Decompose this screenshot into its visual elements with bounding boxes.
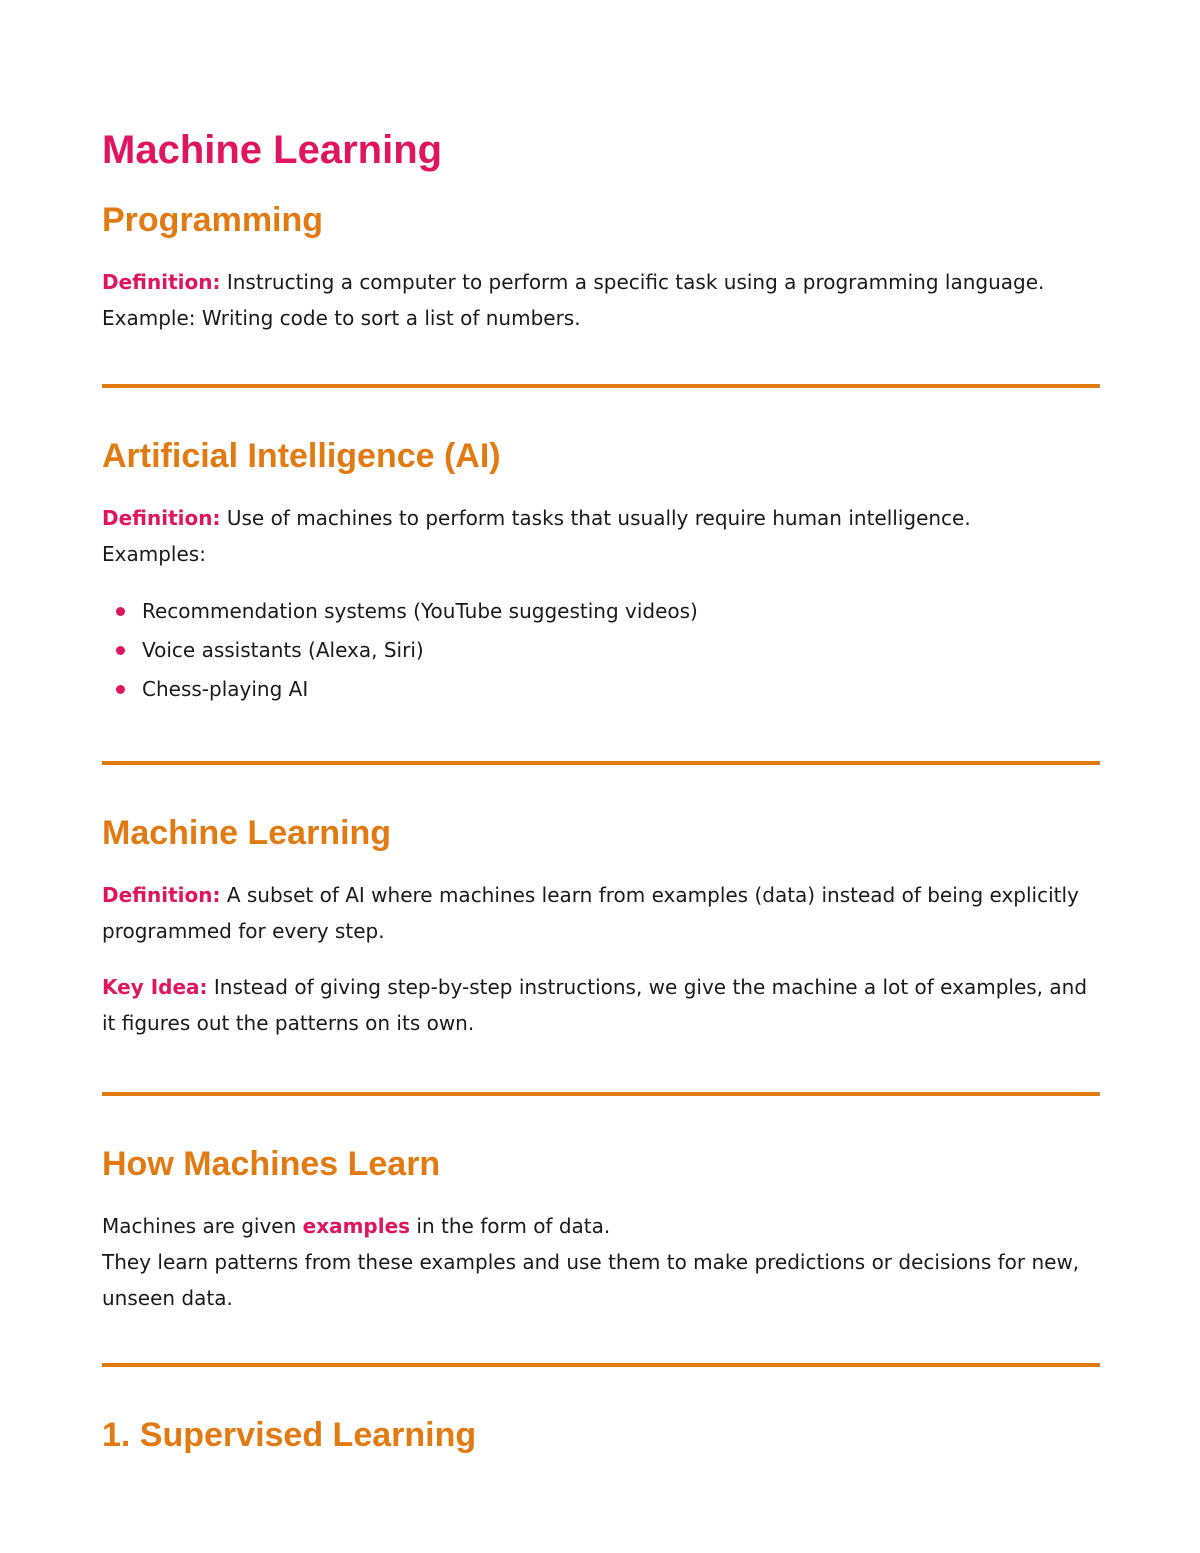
body-text: They learn patterns from these examples and use them to make predictions or decisions for new, unseen data.	[102, 1250, 1080, 1310]
body-text: Machines are given	[102, 1214, 303, 1238]
bullet-icon	[116, 607, 125, 616]
section-divider	[102, 1363, 1100, 1367]
list-item-text: Recommendation systems (YouTube suggesting videos)	[142, 599, 698, 623]
list-item	[102, 631, 1100, 670]
section-divider	[102, 384, 1100, 388]
definition-text: A subset of AI where machines learn from examples (data) instead of being explicitly programmed for every step.	[102, 883, 1079, 943]
definition-label: Definition:	[102, 506, 221, 530]
list-item	[102, 592, 1100, 631]
definition-paragraph	[102, 500, 1100, 572]
document-title: Machine Learning	[102, 128, 443, 172]
bullet-icon	[116, 685, 125, 694]
list-item-text: Chess-playing AI	[142, 677, 309, 701]
definition-paragraph	[102, 264, 1100, 336]
section-artificial-intelligence	[102, 434, 1100, 709]
example-text: Example: Writing code to sort a list of numbers.	[102, 306, 581, 330]
key-idea-text: Instead of giving step-by-step instructions, we give the machine a lot of examples, and it figures out the patterns on its own.	[102, 975, 1088, 1035]
section-programming	[102, 198, 1100, 336]
highlight-text: examples	[302, 1214, 411, 1238]
definition-text: Use of machines to perform tasks that usually require human intelligence.	[220, 506, 971, 530]
list-item	[102, 670, 1100, 709]
definition-paragraph	[102, 877, 1100, 949]
section-divider	[102, 1092, 1100, 1096]
section-supervised-learning	[102, 1413, 1100, 1457]
examples-list	[102, 592, 1100, 709]
key-idea-label: Key Idea:	[102, 975, 208, 999]
key-idea-paragraph	[102, 969, 1100, 1041]
section-heading: Programming	[102, 201, 324, 239]
definition-label: Definition:	[102, 270, 221, 294]
section-heading: Machine Learning	[102, 814, 392, 852]
body-text: in the form of data.	[410, 1214, 611, 1238]
definition-label: Definition:	[102, 883, 221, 907]
section-heading: How Machines Learn	[102, 1145, 441, 1183]
section-heading: 1. Supervised Learning	[102, 1416, 477, 1454]
body-paragraph	[102, 1208, 1100, 1316]
list-item-text: Voice assistants (Alexa, Siri)	[142, 638, 424, 662]
section-divider	[102, 761, 1100, 765]
bullet-icon	[116, 646, 125, 655]
section-machine-learning	[102, 811, 1100, 1041]
section-how-machines-learn	[102, 1142, 1100, 1316]
definition-text: Instructing a computer to perform a specific task using a programming language.	[220, 270, 1045, 294]
examples-label: Examples:	[102, 542, 206, 566]
section-heading: Artificial Intelligence (AI)	[102, 437, 501, 475]
